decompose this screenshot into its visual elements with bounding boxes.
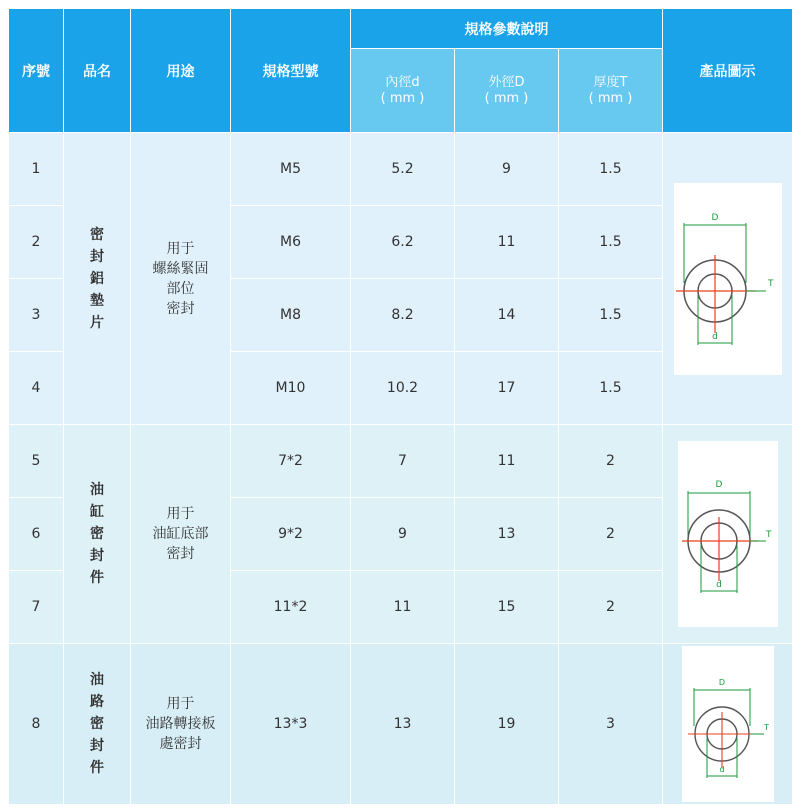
cell-thickness: 2	[559, 425, 663, 498]
header-name: 品名	[64, 9, 131, 133]
cell-seq: 8	[9, 644, 64, 805]
diagram-label-T: T	[765, 530, 772, 540]
cell-model: 13*3	[231, 644, 351, 805]
washer-diagram-card	[678, 441, 778, 627]
header-outer-label: 外徑D	[488, 74, 525, 90]
washer-diagram	[678, 441, 778, 627]
product-name	[64, 425, 131, 644]
cell-inner: 8.2	[351, 279, 455, 352]
cell-model: M8	[231, 279, 351, 352]
product-name-text: 油路密封件	[90, 672, 104, 776]
header-model: 規格型號	[231, 9, 351, 133]
cell-thickness: 3	[559, 644, 663, 805]
cell-inner: 5.2	[351, 133, 455, 206]
diagram-label-D: D	[711, 212, 718, 223]
table-row	[9, 644, 793, 805]
cell-thickness: 2	[559, 571, 663, 644]
table-row	[9, 425, 793, 498]
product-image-cell	[663, 425, 793, 644]
header-thickness	[559, 49, 663, 133]
cell-model: M5	[231, 133, 351, 206]
diagram-label-T: T	[767, 278, 774, 289]
washer-diagram-card	[674, 183, 782, 375]
usage-line: 油路轉接板	[145, 716, 216, 732]
product-usage	[131, 644, 231, 805]
diagram-label-D: D	[718, 678, 725, 687]
cell-thickness: 1.5	[559, 352, 663, 425]
washer-diagram-card	[682, 646, 774, 802]
header-params-group: 規格參數說明	[351, 9, 663, 49]
cell-model: 11*2	[231, 571, 351, 644]
cell-inner: 13	[351, 644, 455, 805]
cell-inner: 6.2	[351, 206, 455, 279]
usage-line: 密封	[166, 300, 195, 317]
cell-seq: 6	[9, 498, 64, 571]
cell-outer: 11	[455, 206, 559, 279]
header-inner-label: 內徑d	[385, 74, 420, 90]
product-name	[64, 644, 131, 805]
header-inner-unit: ( mm )	[380, 90, 425, 106]
product-image-cell	[663, 644, 793, 805]
header-thickness-label: 厚度T	[593, 74, 628, 90]
diagram-label-d: d	[715, 580, 722, 590]
header-thickness-unit: ( mm )	[588, 90, 633, 106]
cell-outer: 11	[455, 425, 559, 498]
product-name-text: 密封鋁墊片	[90, 226, 104, 331]
cell-outer: 17	[455, 352, 559, 425]
cell-seq: 7	[9, 571, 64, 644]
header-image: 產品圖示	[663, 9, 793, 133]
cell-inner: 10.2	[351, 352, 455, 425]
washer-diagram	[674, 183, 782, 375]
usage-line: 密封	[166, 546, 195, 562]
spec-table	[8, 8, 793, 805]
product-usage	[131, 425, 231, 644]
cell-thickness: 1.5	[559, 133, 663, 206]
usage-line: 用于	[166, 240, 195, 257]
cell-seq: 2	[9, 206, 64, 279]
cell-inner: 11	[351, 571, 455, 644]
header-outer-unit: ( mm )	[484, 90, 529, 106]
cell-outer: 9	[455, 133, 559, 206]
usage-line: 處密封	[159, 736, 202, 752]
cell-model: M10	[231, 352, 351, 425]
product-usage	[131, 133, 231, 425]
cell-outer: 15	[455, 571, 559, 644]
cell-model: M6	[231, 206, 351, 279]
product-name-text: 油缸密封件	[90, 482, 104, 586]
header-usage: 用途	[131, 9, 231, 133]
cell-thickness: 2	[559, 498, 663, 571]
cell-inner: 9	[351, 498, 455, 571]
cell-seq: 5	[9, 425, 64, 498]
cell-inner: 7	[351, 425, 455, 498]
cell-thickness: 1.5	[559, 279, 663, 352]
cell-outer: 13	[455, 498, 559, 571]
diagram-label-d: d	[718, 765, 725, 774]
product-name	[64, 133, 131, 425]
cell-seq: 4	[9, 352, 64, 425]
cell-outer: 19	[455, 644, 559, 805]
cell-model: 7*2	[231, 425, 351, 498]
header-inner	[351, 49, 455, 133]
cell-thickness: 1.5	[559, 206, 663, 279]
product-image-cell	[663, 133, 793, 425]
header-seq: 序號	[9, 9, 64, 133]
usage-line: 部位	[166, 280, 195, 297]
diagram-label-T: T	[763, 723, 769, 732]
usage-line: 用于	[166, 696, 195, 712]
cell-seq: 3	[9, 279, 64, 352]
table-row	[9, 133, 793, 206]
cell-model: 9*2	[231, 498, 351, 571]
cell-outer: 14	[455, 279, 559, 352]
usage-line: 螺絲緊固	[152, 260, 209, 277]
diagram-label-d: d	[711, 331, 718, 342]
usage-line: 用于	[166, 506, 195, 522]
cell-seq: 1	[9, 133, 64, 206]
washer-diagram	[682, 646, 774, 802]
diagram-label-D: D	[715, 480, 722, 490]
header-outer	[455, 49, 559, 133]
usage-line: 油缸底部	[152, 526, 209, 542]
